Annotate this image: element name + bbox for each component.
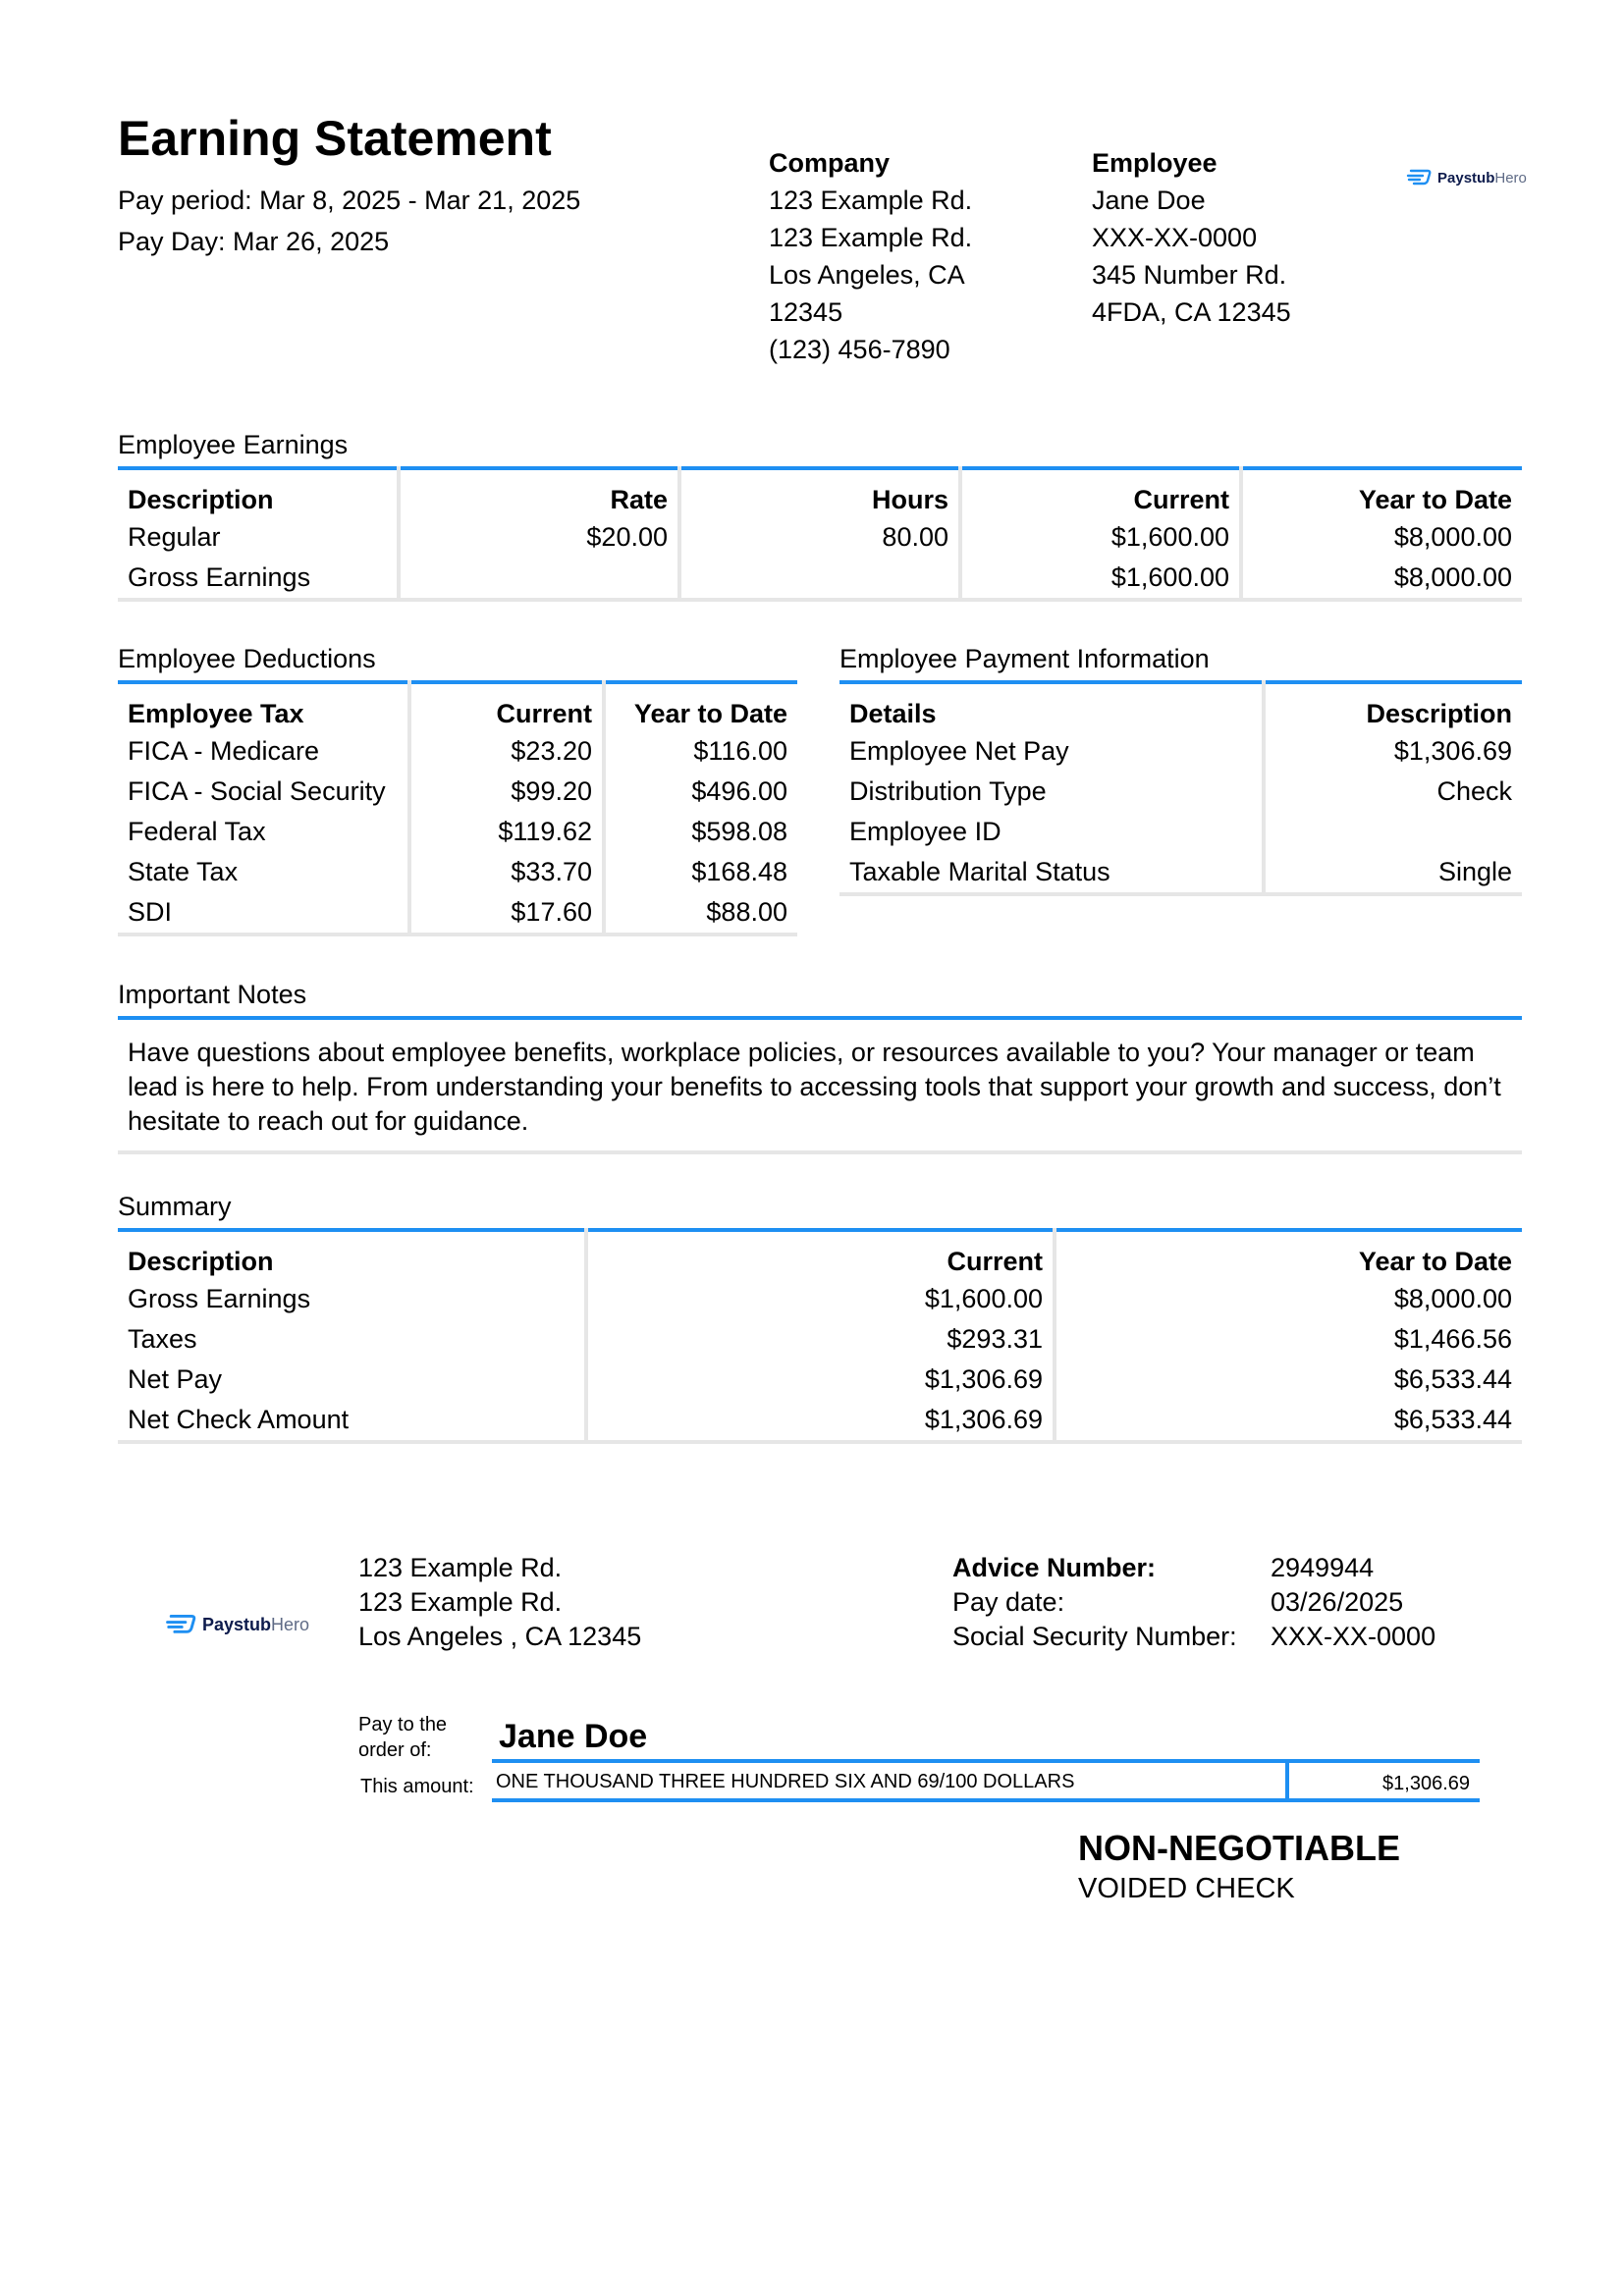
table-header-row (118, 468, 1522, 517)
table-row (118, 1400, 1522, 1442)
address-line: Los Angeles , CA 12345 (358, 1622, 642, 1651)
ssn: XXX-XX-0000 (1271, 1622, 1436, 1651)
employee-heading: Employee (1092, 148, 1218, 178)
column-header: Details (839, 682, 1264, 731)
table-cell: Gross Earnings (118, 1279, 586, 1319)
table-header-row (839, 682, 1522, 731)
table-cell: Federal Tax (118, 812, 409, 852)
table-cell: $17.60 (409, 892, 604, 934)
paystubhero-logo-icon (165, 1614, 196, 1635)
table-cell: $99.20 (409, 772, 604, 812)
notes-text: Have questions about employee benefits, workplace policies, or resources available to you? Your manager or team lead is here to help. From understanding your benefits to accessing tools that support your growth and success, don’t hesitate to reach out for guidance. (118, 1016, 1522, 1154)
non-negotiable-label: NON-NEGOTIABLE (1078, 1828, 1400, 1868)
pay-date-label: Pay date: (952, 1587, 1065, 1617)
pay-day: Pay Day: Mar 26, 2025 (118, 227, 390, 256)
pay-info (118, 180, 580, 262)
earnings-table (118, 466, 1522, 602)
table-row (118, 558, 1522, 600)
table-cell: Check (1436, 776, 1512, 806)
table-row (839, 812, 1522, 852)
table-cell: $20.00 (399, 517, 679, 558)
table-cell: FICA - Social Security (118, 772, 409, 812)
pay-to-label (358, 1712, 447, 1763)
payment-info-label: Employee Payment Information (839, 644, 1210, 673)
column-header: Employee Tax (118, 682, 409, 731)
column-header: Current (960, 468, 1241, 517)
logo-wordmark (202, 1615, 309, 1635)
company-heading: Company (769, 148, 891, 178)
logo-brand-bold: Paystub (1437, 169, 1495, 187)
table-cell: $293.31 (586, 1319, 1055, 1360)
column-header: Description (118, 1230, 586, 1279)
table-cell: Single (1437, 857, 1512, 886)
amount-in-words: ONE THOUSAND THREE HUNDRED SIX AND 69/100 DOLLARS (496, 1771, 1075, 1792)
company-line: Los Angeles, CA (769, 260, 965, 290)
table-cell: $1,306.69 (1393, 736, 1512, 766)
table-cell: $1,600.00 (960, 558, 1241, 600)
column-header: Description (118, 468, 399, 517)
employee-block (1092, 144, 1386, 331)
table-cell: State Tax (118, 852, 409, 892)
employee-line: XXX-XX-0000 (1092, 223, 1258, 252)
table-cell: Distribution Type (839, 772, 1264, 812)
table-cell: $496.00 (691, 776, 787, 806)
table-cell: $1,466.56 (1393, 1324, 1512, 1354)
table-cell: $119.62 (409, 812, 604, 852)
column-header: Current (409, 682, 604, 731)
table-header-row (118, 682, 797, 731)
table-cell: Taxable Marital Status (839, 852, 1264, 894)
table-cell: $8,000.00 (1393, 1284, 1512, 1313)
logo-wordmark (1437, 170, 1527, 187)
amount-row (358, 1759, 1480, 1802)
amount-divider (1285, 1763, 1289, 1798)
logo-brand-light: Hero (1494, 169, 1527, 187)
column-header: Year to Date (633, 699, 787, 728)
table-row (118, 812, 797, 852)
table-cell: $1,306.69 (586, 1400, 1055, 1442)
table-cell: SDI (118, 892, 409, 934)
table-row (118, 892, 797, 934)
deductions-table (118, 680, 797, 936)
advice-labels (952, 1551, 1237, 1654)
pay-to-label-line: Pay to the (358, 1714, 448, 1735)
logo-brand-light: Hero (271, 1614, 310, 1634)
table-row (118, 1279, 1522, 1319)
table-cell: $1,306.69 (586, 1360, 1055, 1400)
table-row (118, 517, 1522, 558)
amount-box (492, 1759, 1480, 1802)
table-cell: Regular (118, 517, 399, 558)
table-cell: $116.00 (693, 736, 787, 766)
ssn-label: Social Security Number: (952, 1622, 1237, 1651)
table-cell: $8,000.00 (1393, 522, 1512, 552)
table-cell: $1,600.00 (960, 517, 1241, 558)
page-title: Earning Statement (118, 111, 552, 166)
company-line: 12345 (769, 297, 843, 327)
voided-check-label: VOIDED CHECK (1078, 1873, 1295, 1904)
logo-brand-bold: Paystub (202, 1614, 272, 1634)
table-cell: $23.20 (409, 731, 604, 772)
column-header: Rate (399, 468, 679, 517)
company-block (769, 144, 1063, 368)
table-row (118, 772, 797, 812)
column-header: Description (1366, 699, 1512, 728)
table-cell: $88.00 (706, 897, 787, 927)
table-cell: $6,533.44 (1393, 1364, 1512, 1394)
company-line: 123 Example Rd. (769, 186, 973, 215)
paystubhero-logo-icon (1406, 169, 1432, 187)
advice-number-label: Advice Number: (952, 1553, 1157, 1582)
address-line: 123 Example Rd. (358, 1553, 563, 1582)
column-header: Year to Date (1358, 485, 1512, 514)
table-cell: Employee ID (839, 812, 1264, 852)
deductions-label: Employee Deductions (118, 644, 376, 673)
table-row (118, 731, 797, 772)
table-cell: Net Pay (118, 1360, 586, 1400)
table-cell: Taxes (118, 1319, 586, 1360)
table-cell: 80.00 (679, 517, 960, 558)
table-row (839, 852, 1522, 894)
table-row (118, 852, 797, 892)
amount-label: This amount: (360, 1776, 474, 1797)
column-header: Current (586, 1230, 1055, 1279)
company-line: 123 Example Rd. (769, 223, 973, 252)
table-row (839, 731, 1522, 772)
table-cell (679, 558, 960, 600)
column-header: Year to Date (1358, 1247, 1512, 1276)
payee-name: Jane Doe (499, 1718, 648, 1755)
table-cell: $168.48 (691, 857, 787, 886)
column-header: Hours (679, 468, 960, 517)
table-row (118, 1360, 1522, 1400)
address-line: 123 Example Rd. (358, 1587, 563, 1617)
table-cell: Employee Net Pay (839, 731, 1264, 772)
earnings-label: Employee Earnings (118, 430, 349, 459)
check-logo (165, 1614, 309, 1635)
table-row (118, 1319, 1522, 1360)
pay-to-label-line: order of: (358, 1739, 432, 1761)
table-cell: $6,533.44 (1393, 1405, 1512, 1434)
table-header-row (118, 1230, 1522, 1279)
employee-line: 4FDA, CA 12345 (1092, 297, 1291, 327)
employee-line: 345 Number Rd. (1092, 260, 1287, 290)
amount-figure: $1,306.69 (1382, 1773, 1470, 1794)
table-cell (1264, 812, 1522, 852)
summary-label: Summary (118, 1192, 232, 1221)
employee-line: Jane Doe (1092, 186, 1206, 215)
table-cell: Net Check Amount (118, 1400, 586, 1442)
table-cell: $8,000.00 (1393, 562, 1512, 592)
table-cell: $598.08 (691, 817, 787, 846)
payment-info-table (839, 680, 1522, 896)
check-address (358, 1551, 641, 1654)
paystubhero-logo (1406, 169, 1527, 187)
advice-values (1271, 1551, 1435, 1654)
notes-label: Important Notes (118, 980, 307, 1009)
table-cell (399, 558, 679, 600)
table-cell: FICA - Medicare (118, 731, 409, 772)
company-line: (123) 456-7890 (769, 335, 950, 364)
table-cell: Gross Earnings (118, 558, 399, 600)
pay-period: Pay period: Mar 8, 2025 - Mar 21, 2025 (118, 186, 581, 215)
table-cell: $33.70 (409, 852, 604, 892)
pay-date: 03/26/2025 (1271, 1587, 1404, 1617)
summary-table (118, 1228, 1522, 1444)
table-cell: $1,600.00 (586, 1279, 1055, 1319)
advice-number: 2949944 (1271, 1553, 1375, 1582)
table-row (839, 772, 1522, 812)
